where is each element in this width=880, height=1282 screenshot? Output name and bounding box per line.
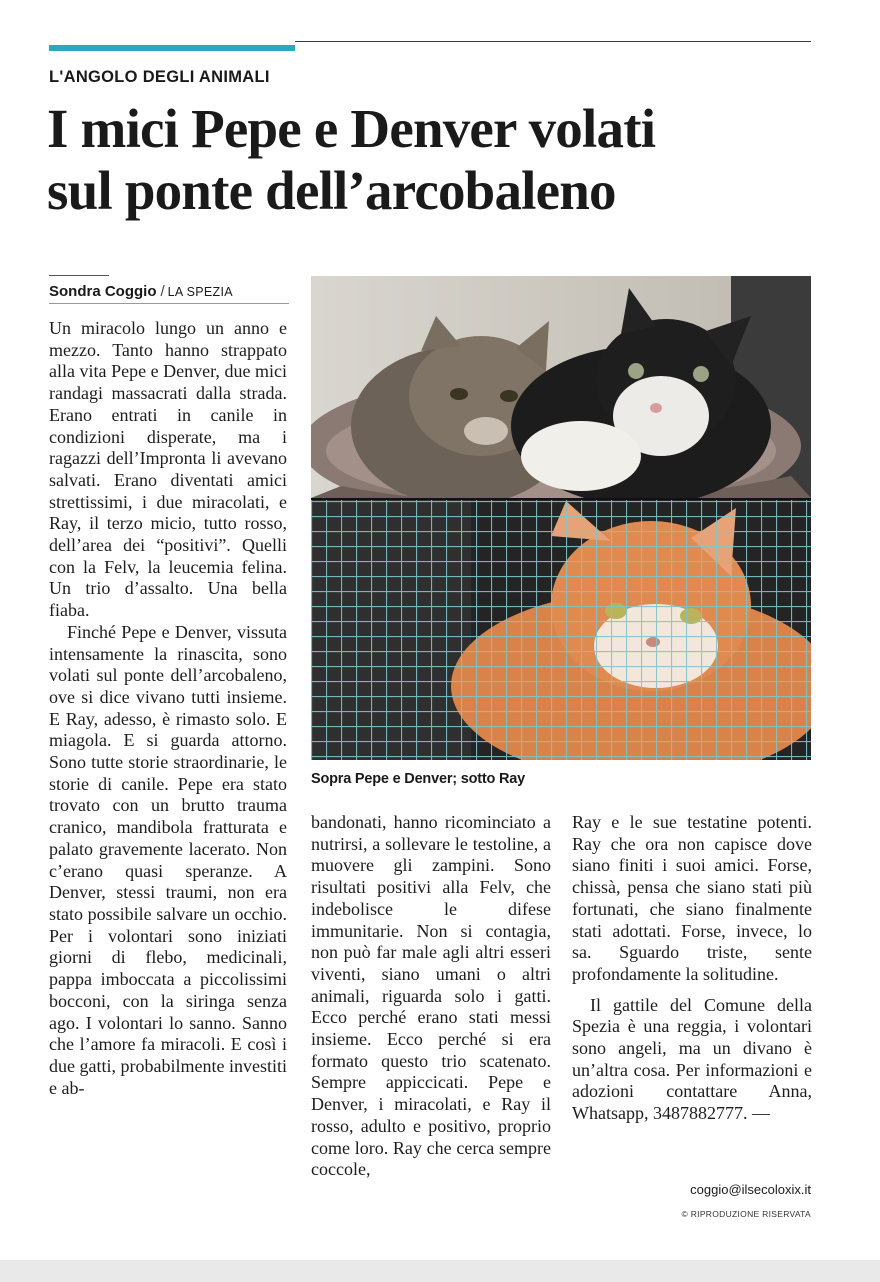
paragraph-intro: Un miracolo lungo un anno e mezzo. Tanto hanno strappato alla vita Pepe e Denver, due mici randagi massacrati dalla strada. Erano entrati in canile in condizioni disperate, ma i ragazzi dell’Impronta li avevano salvati. Erano diventati amici strettissimi, i due miracolati, e Ray, il terzo micio, tutto rosso, dell’area dei “positivi”. Quelli con la Felv, la leucemia felina. Un trio d’assalto. Una bella fiaba. [49, 318, 287, 621]
byline [49, 283, 233, 300]
paragraph-continued: bandonati, hanno ricominciato a nutrirsi, a sollevare le testoline, a muovere gli zampini. Sono risultati positivi alla Felv, che indebolisce le difese immunitarie. Non si contagia, non può far male agli altri esseri viventi, siano umani o altri animali, riguarda solo i gatti. Ecco perché erano stati messi insieme. Ecco perché si era formato questo trio scatenato. Sempre appiccicati. Pepe e Denver, i miracolati, e Ray il rosso, adulto e positivo, proprio come loro. Ray che cerca sempre coccole, [311, 812, 551, 1180]
author-name: Sondra Coggio [49, 283, 157, 300]
headline [47, 98, 827, 222]
byline-location: LA SPEZIA [167, 285, 233, 299]
headline-line-2: sul ponte dell’arcobaleno [47, 160, 616, 221]
author-email: coggio@ilsecoloxix.it [690, 1182, 811, 1197]
article-column-3 [572, 812, 812, 1125]
article-photo [311, 276, 811, 760]
headline-line-1: I mici Pepe e Denver volati [47, 98, 656, 159]
bottom-photo-ray [311, 500, 811, 760]
photo-caption: Sopra Pepe e Denver; sotto Ray [311, 771, 525, 787]
paragraph-ray: Ray e le sue testatine potenti. Ray che ora non capisce dove siano finiti i suoi amici. Forse, chissà, pensa che siano stati più fortunati, che siano finalmente stati adottati. Forse, invece, lo sa. Sguardo triste, sente profondamente la solitudine. [572, 812, 812, 984]
byline-separator: / [160, 283, 165, 300]
cats-photo-illustration [311, 276, 811, 760]
bottom-margin-strip [0, 1260, 880, 1282]
article-column-1 [49, 318, 287, 1099]
top-rule [295, 41, 811, 42]
byline-underline [49, 303, 289, 304]
top-photo-pepe-denver [311, 276, 811, 521]
article-column-2 [311, 812, 551, 1181]
paragraph-adoption-info: Il gattile del Comune della Spezia è una reggia, i volontari sono angeli, ma un divano è un’altra cosa. Per informazioni e adozioni contattare Anna, Whatsapp, 3487882777. — [572, 994, 812, 1124]
section-accent-bar [49, 45, 295, 51]
byline-rule [49, 275, 109, 276]
copyright-notice: © RIPRODUZIONE RISERVATA [681, 1209, 811, 1219]
paragraph-story: Finché Pepe e Denver, vissuta intensamente la rinascita, sono volati sul ponte dell’arcobaleno, ove si dice vivano tutti insieme. E Ray, adesso, è rimasto solo. E miagola. E si guarda attorno. Sono tutte storie straordinarie, le storie di canile. Pepe era stato trovato con un brutto trauma cranico, mandibola fratturata e palato gravemente lacerato. Non c’erano quasi speranze. A Denver, stessi traumi, non era stato possibile salvare un occhio. Per i volontari sono iniziati giorni di flebo, medicinali, pappa imboccata a piccolissimi bocconi, con la siringa senza ago. I volontari lo sanno. Sanno che l’amore fa miracoli. E così i due gatti, probabilmente investiti e ab- [49, 621, 287, 1098]
section-kicker: L'ANGOLO DEGLI ANIMALI [49, 68, 270, 86]
